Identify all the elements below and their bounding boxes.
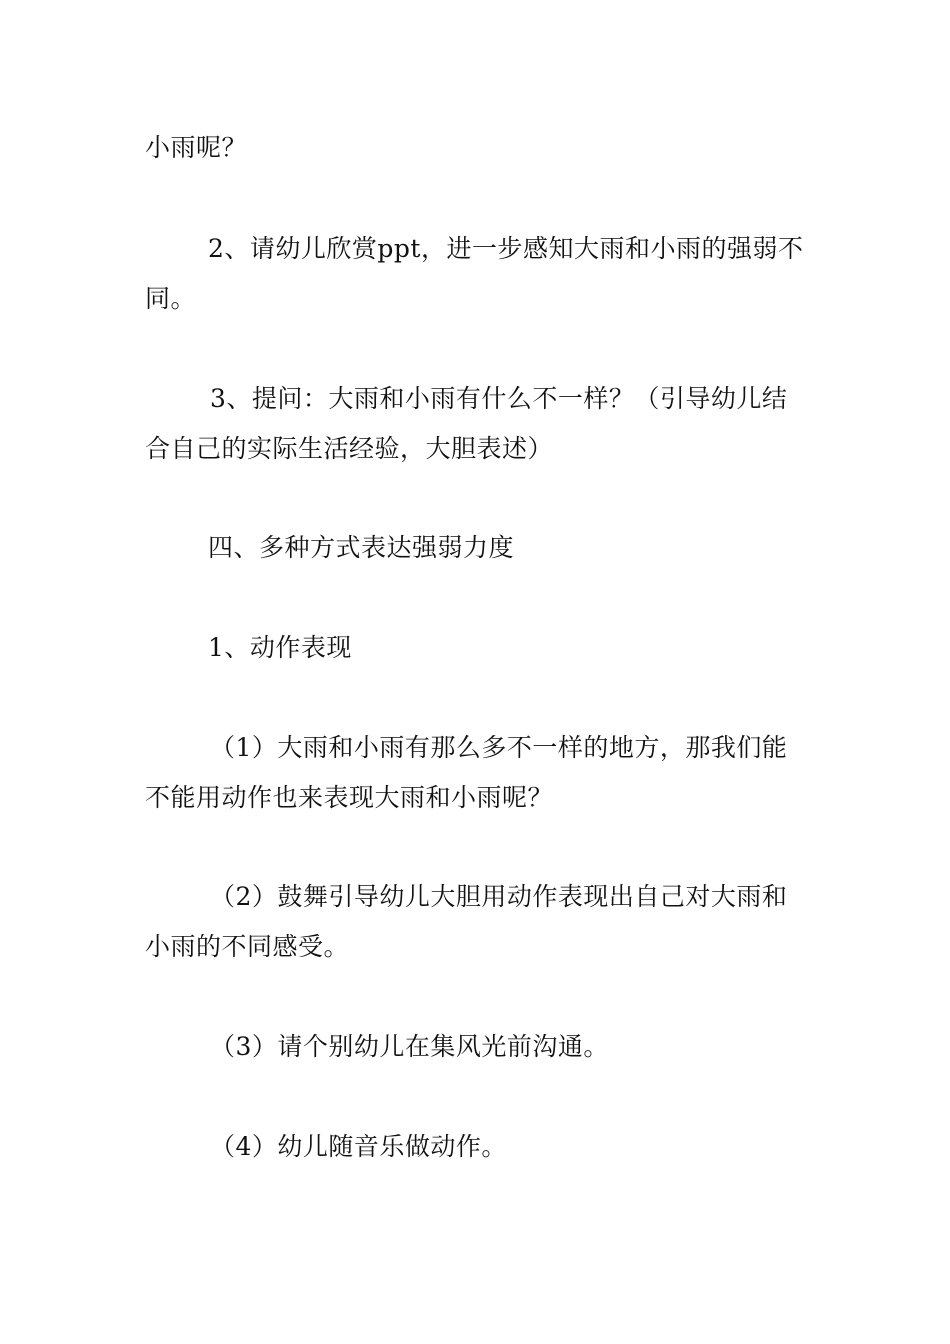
paragraph-1-line-1: 小雨呢？ [145,133,248,162]
paragraph-7-line-2: 小雨的不同感受。 [145,932,350,961]
paragraph-6-line-2: 不能用动作也来表现大雨和小雨呢？ [145,783,554,812]
paragraph-2-line-2: 同。 [145,284,197,313]
section-heading: 四、多种方式表达强弱力度 [208,533,515,562]
paragraph-6-line-1: （1）大雨和小雨有那么多不一样的地方，那我们能 [210,733,788,762]
paragraph-3-line-2: 合自己的实际生活经验，大胆表述） [145,434,554,463]
paragraph-8: （3）请个别幼儿在集风光前沟通。 [210,1032,609,1061]
subsection-heading: 1、动作表现 [208,633,352,662]
paragraph-2-line-1: 2、请幼儿欣赏ppt，进一步感知大雨和小雨的强弱不 [208,234,804,263]
paragraph-3-line-1: 3、提问：大雨和小雨有什么不一样？（引导幼儿结 [210,384,788,413]
paragraph-9: （4）幼儿随音乐做动作。 [210,1132,507,1161]
paragraph-7-line-1: （2）鼓舞引导幼儿大胆用动作表现出自己对大雨和 [210,882,788,911]
